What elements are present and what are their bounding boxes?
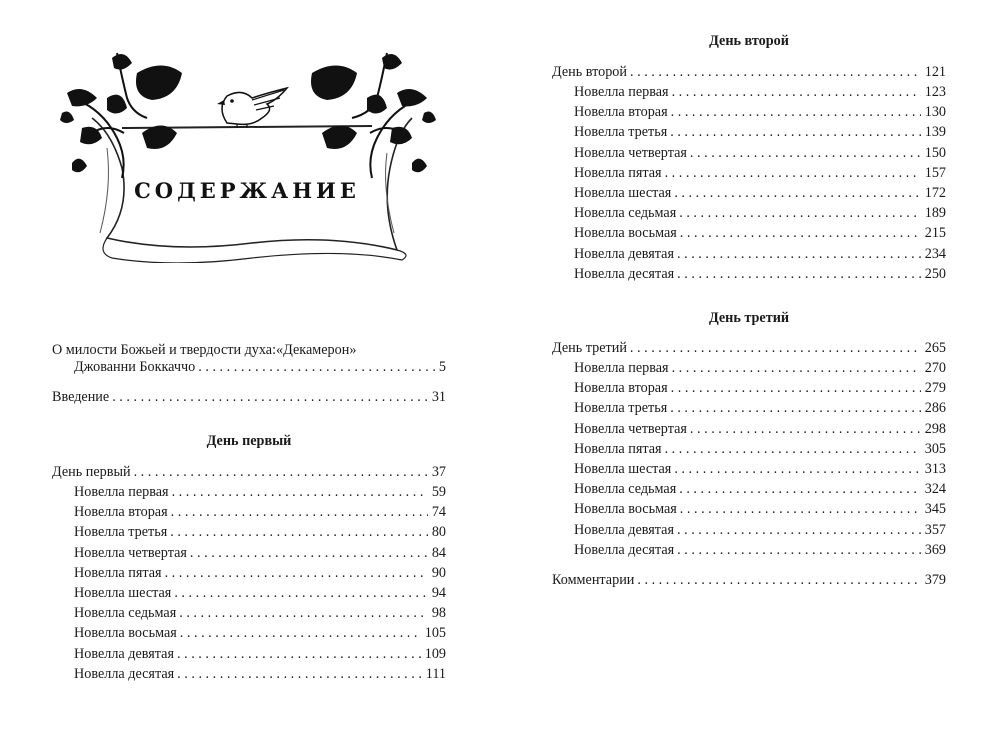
novella-label: Новелла восьмая	[74, 625, 177, 642]
novella-page: 157	[924, 164, 946, 181]
novella-label: Новелла первая	[574, 84, 669, 100]
intro-entry-line1[interactable]: О милости Божьей и твердости духа:«Декамерон»	[52, 342, 357, 358]
leader-dots	[165, 563, 428, 583]
day2-entry-label: День второй	[552, 64, 627, 80]
novella-entry[interactable]	[74, 644, 446, 664]
leader-dots	[172, 482, 428, 502]
day1-entry-page: 37	[431, 464, 446, 480]
novella-label: Новелла седьмая	[74, 605, 177, 622]
day2-entry[interactable]	[552, 62, 946, 82]
novella-entry[interactable]	[574, 378, 946, 398]
novella-entry[interactable]	[74, 603, 446, 623]
novella-page: 150	[924, 144, 946, 161]
novella-label: Новелла восьмая	[574, 225, 677, 242]
novella-page: 172	[924, 185, 946, 201]
leader-dots	[112, 387, 428, 407]
novella-entry[interactable]	[574, 244, 946, 264]
novella-page: 105	[424, 625, 446, 642]
contents-title: СОДЕРЖАНИЕ	[134, 178, 360, 203]
novella-page: 234	[924, 245, 946, 262]
leader-dots	[180, 623, 421, 643]
novella-entry[interactable]	[574, 183, 946, 203]
day3-entry-label: День третий	[552, 340, 627, 356]
intro-entry-label: Джованни Боккаччо	[74, 359, 196, 375]
novella-entry[interactable]	[74, 522, 446, 542]
novella-entry[interactable]	[574, 479, 946, 499]
leader-dots	[630, 338, 921, 358]
novella-entry[interactable]	[74, 543, 446, 563]
novella-entry[interactable]	[574, 358, 946, 378]
novella-entry[interactable]	[574, 203, 946, 223]
leader-dots	[190, 543, 428, 563]
novella-entry[interactable]	[574, 143, 946, 163]
novella-entry[interactable]	[574, 163, 946, 183]
novella-page: 313	[924, 461, 946, 477]
leader-dots	[690, 143, 921, 163]
novella-label: Новелла девятая	[74, 645, 175, 662]
leader-dots	[198, 357, 435, 377]
novella-label: Новелла вторая	[574, 380, 668, 397]
novella-label: Новелла седьмая	[574, 481, 677, 498]
novella-entry[interactable]	[74, 502, 446, 522]
novella-label: Новелла седьмая	[574, 205, 677, 222]
novella-page: 80	[431, 524, 446, 541]
leader-dots	[677, 244, 921, 264]
novella-page: 59	[431, 484, 446, 500]
novella-entry[interactable]	[574, 499, 946, 519]
novella-label: Новелла шестая	[574, 185, 672, 201]
novella-entry[interactable]	[74, 563, 446, 583]
introduction-entry[interactable]	[52, 387, 446, 407]
day1-heading: День первый	[206, 433, 292, 449]
leader-dots	[679, 203, 920, 223]
novella-entry[interactable]	[74, 583, 446, 603]
day3-heading: День третий	[708, 310, 790, 326]
ornament-illustration	[52, 38, 442, 263]
novella-page: 279	[924, 380, 946, 397]
leader-dots	[665, 439, 921, 459]
novella-label: Новелла шестая	[574, 461, 672, 477]
novella-page: 94	[431, 585, 446, 601]
leader-dots	[630, 62, 921, 82]
leader-dots	[680, 499, 921, 519]
day3-entry-page: 265	[924, 340, 946, 356]
novella-label: Новелла девятая	[574, 245, 675, 262]
commentary-page: 379	[924, 572, 946, 588]
novella-page: 250	[924, 265, 946, 282]
novella-label: Новелла девятая	[574, 521, 675, 538]
novella-label: Новелла первая	[574, 360, 669, 376]
leader-dots	[677, 540, 921, 560]
leader-dots	[679, 479, 920, 499]
novella-label: Новелла десятая	[74, 665, 175, 682]
leader-dots	[134, 462, 428, 482]
novella-entry[interactable]	[574, 439, 946, 459]
novella-page: 90	[431, 564, 446, 581]
novella-entry[interactable]	[74, 623, 446, 643]
day1-entry-label: День первый	[52, 464, 131, 480]
leader-dots	[670, 122, 921, 142]
leader-dots	[170, 522, 428, 542]
novella-label: Новелла восьмая	[574, 501, 677, 518]
leader-dots	[674, 183, 920, 203]
novella-label: Новелла четвертая	[574, 144, 687, 161]
intro-entry-page: 5	[438, 359, 446, 375]
novella-label: Новелла пятая	[574, 440, 662, 457]
commentary-label: Комментарии	[552, 572, 635, 588]
leader-dots	[677, 520, 921, 540]
novella-page: 215	[924, 225, 946, 242]
introduction-label: Введение	[52, 389, 110, 405]
leader-dots	[671, 378, 921, 398]
novella-label: Новелла шестая	[74, 585, 172, 601]
commentary-entry[interactable]	[552, 570, 946, 590]
leader-dots	[680, 223, 921, 243]
novella-label: Новелла пятая	[74, 564, 162, 581]
novella-label: Новелла десятая	[574, 265, 675, 282]
novella-entry[interactable]	[574, 264, 946, 284]
novella-label: Новелла четвертая	[74, 544, 187, 561]
novella-entry[interactable]	[574, 459, 946, 479]
leader-dots	[665, 163, 921, 183]
novella-entry[interactable]	[74, 482, 446, 502]
novella-entry[interactable]	[74, 664, 446, 684]
novella-label: Новелла пятая	[574, 164, 662, 181]
leader-dots	[677, 264, 921, 284]
introduction-page: 31	[431, 389, 446, 405]
novella-page: 98	[431, 605, 446, 622]
intro-entry[interactable]	[74, 357, 446, 377]
leader-dots	[179, 603, 428, 623]
novella-page: 74	[431, 504, 446, 521]
novella-entry[interactable]	[574, 398, 946, 418]
day1-entry[interactable]	[52, 462, 446, 482]
novella-page: 345	[924, 501, 946, 518]
novella-page: 357	[924, 521, 946, 538]
novella-page: 109	[424, 645, 446, 662]
novella-page: 189	[924, 205, 946, 222]
novella-page: 270	[924, 360, 946, 376]
novella-entry[interactable]	[574, 223, 946, 243]
novella-page: 298	[924, 420, 946, 437]
contents-banner	[52, 38, 442, 263]
leader-dots	[171, 502, 428, 522]
leader-dots	[177, 644, 421, 664]
novella-page: 111	[425, 665, 446, 682]
novella-entry[interactable]	[574, 102, 946, 122]
novella-label: Новелла третья	[574, 400, 668, 417]
novella-entry[interactable]	[574, 419, 946, 439]
novella-entry[interactable]	[574, 122, 946, 142]
leader-dots	[174, 583, 427, 603]
novella-label: Новелла четвертая	[574, 420, 687, 437]
novella-page: 139	[924, 124, 946, 141]
day2-heading: День второй	[709, 33, 789, 49]
day2-entry-page: 121	[924, 64, 946, 80]
novella-label: Новелла третья	[574, 124, 668, 141]
leader-dots	[637, 570, 920, 590]
leader-dots	[177, 664, 422, 684]
novella-entry[interactable]	[574, 520, 946, 540]
novella-label: Новелла первая	[74, 484, 169, 500]
novella-label: Новелла вторая	[574, 104, 668, 121]
leader-dots	[672, 82, 921, 102]
day3-entry[interactable]	[552, 338, 946, 358]
novella-page: 286	[924, 400, 946, 417]
novella-page: 84	[431, 544, 446, 561]
leader-dots	[690, 419, 921, 439]
novella-entry[interactable]	[574, 540, 946, 560]
leader-dots	[672, 358, 921, 378]
novella-entry[interactable]	[574, 82, 946, 102]
novella-page: 324	[924, 481, 946, 498]
novella-page: 369	[924, 541, 946, 558]
novella-label: Новелла десятая	[574, 541, 675, 558]
novella-label: Новелла третья	[74, 524, 168, 541]
novella-label: Новелла вторая	[74, 504, 168, 521]
novella-page: 123	[924, 84, 946, 100]
leader-dots	[671, 102, 921, 122]
leader-dots	[674, 459, 920, 479]
leader-dots	[670, 398, 921, 418]
novella-page: 130	[924, 104, 946, 121]
right-page	[500, 0, 1000, 731]
novella-page: 305	[924, 440, 946, 457]
